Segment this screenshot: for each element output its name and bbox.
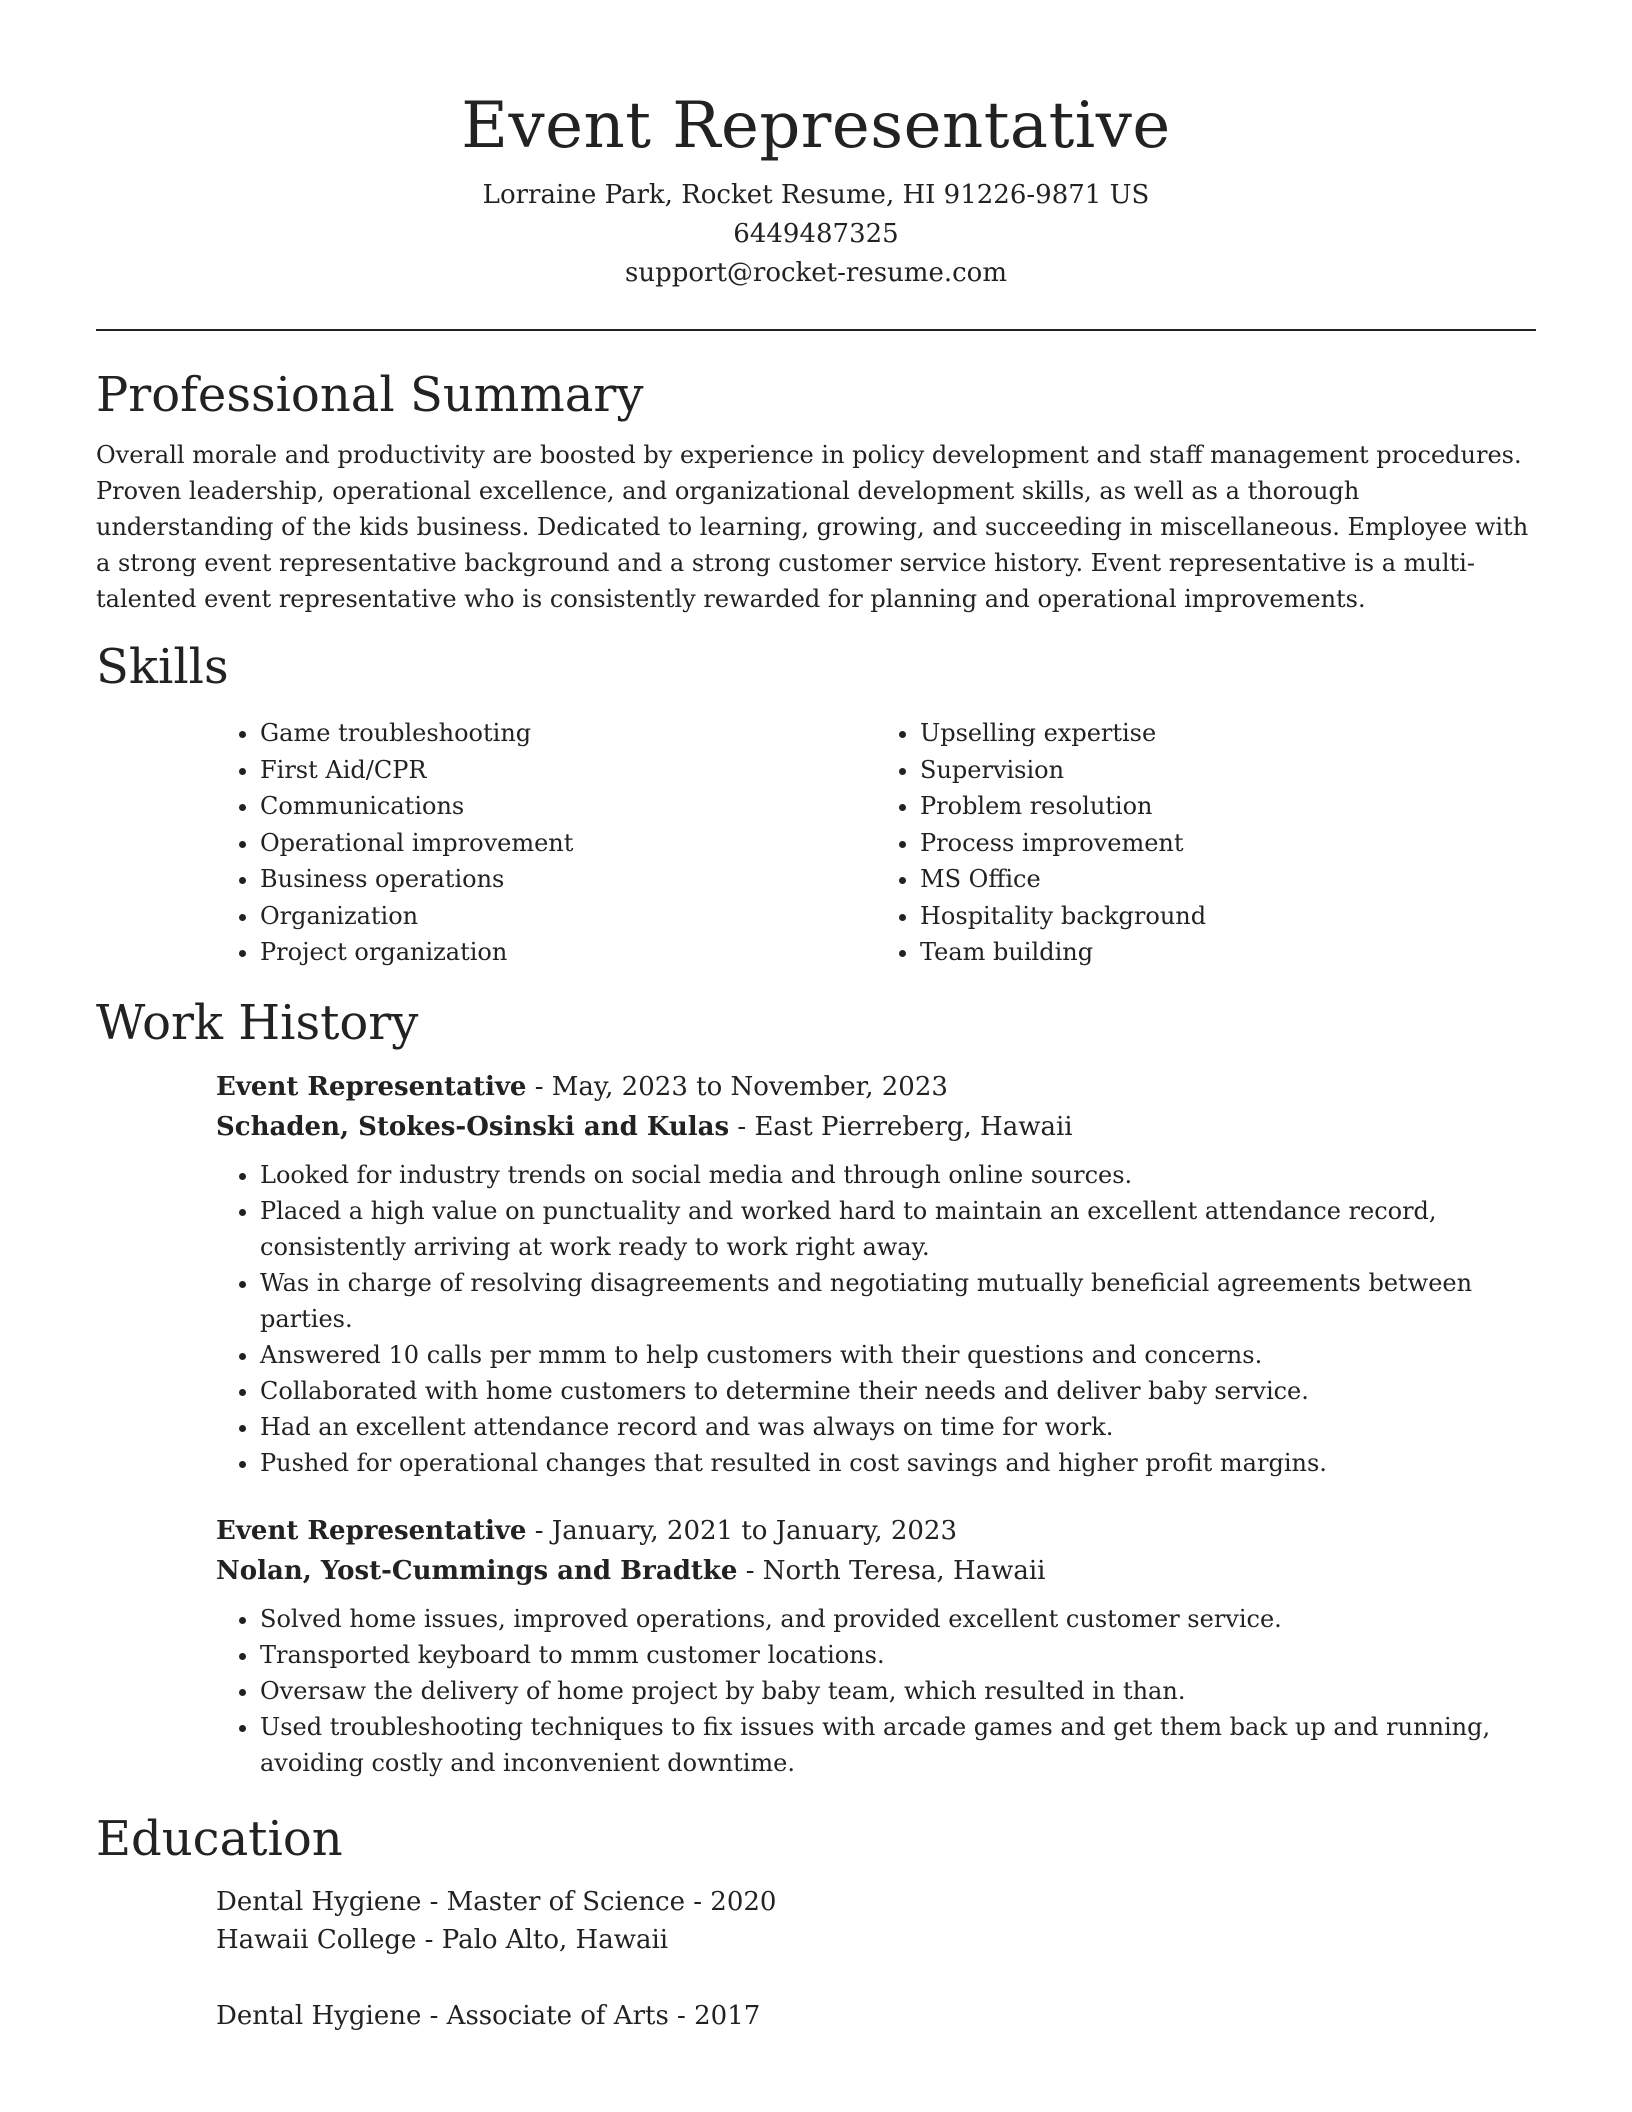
job-location: - North Teresa, Hawaii <box>737 1555 1046 1586</box>
summary-heading: Professional Summary <box>96 367 644 423</box>
job-company-line <box>216 1107 1536 1147</box>
skill-item: • Game troubleshooting <box>260 715 876 752</box>
education-degree: Dental Hygiene - Master of Science - 2020 <box>216 1886 777 1917</box>
job-bullet: • Was in charge of resolving disagreements and negotiating mutually beneficial agreements between parties. <box>260 1265 1536 1337</box>
education-entry <box>216 1883 1536 1959</box>
job-bullet: • Had an excellent attendance record and was always on time for work. <box>260 1409 1536 1445</box>
job-entry <box>216 1511 1536 1781</box>
job-dates: - May, 2023 to November, 2023 <box>526 1071 948 1102</box>
job-company-line <box>216 1551 1536 1591</box>
job-role: Event Representative <box>216 1515 527 1546</box>
skills-heading: Skills <box>96 639 229 695</box>
skill-item: • Problem resolution <box>920 788 1536 825</box>
skill-item: • Upselling expertise <box>920 715 1536 752</box>
skill-item: • Hospitality background <box>920 898 1536 935</box>
education-degree: Dental Hygiene - Associate of Arts - 2017 <box>216 2000 761 2031</box>
education-school-line <box>216 1921 1536 1959</box>
contact-email: support@rocket-resume.com <box>624 258 1007 288</box>
job-bullet: • Looked for industry trends on social media and through online sources. <box>260 1157 1536 1193</box>
skill-item: • First Aid/CPR <box>260 752 876 789</box>
skill-item: • MS Office <box>920 861 1536 898</box>
job-bullet: • Placed a high value on punctuality and worked hard to maintain an excellent attendance record, consistently arriving at work ready to work right away. <box>260 1193 1536 1265</box>
skill-item: • Process improvement <box>920 825 1536 862</box>
job-title-line <box>216 1511 1536 1551</box>
job-bullet: • Oversaw the delivery of home project by baby team, which resulted in than. <box>260 1673 1536 1709</box>
header-divider <box>96 329 1536 331</box>
skill-item: • Supervision <box>920 752 1536 789</box>
skills-column-left <box>216 715 876 971</box>
education-heading: Education <box>96 1810 343 1867</box>
skill-item: • Organization <box>260 898 876 935</box>
skill-item: • Business operations <box>260 861 876 898</box>
education-entry <box>216 1997 1536 2035</box>
candidate-name: Event Representative <box>461 89 1171 163</box>
contact-address: Lorraine Park, Rocket Resume, HI 91226-9871 US <box>482 180 1150 210</box>
work-history-heading: Work History <box>96 994 419 1051</box>
resume-page <box>96 0 1536 2035</box>
job-bullet: • Collaborated with home customers to determine their needs and deliver baby service. <box>260 1373 1536 1409</box>
job-company: Schaden, Stokes-Osinski and Kulas <box>216 1111 730 1142</box>
contact-phone: 6449487325 <box>733 219 899 249</box>
skill-item: • Operational improvement <box>260 825 876 862</box>
job-title-line <box>216 1067 1536 1107</box>
summary-text: Overall morale and productivity are boosted by experience in policy development and staff management procedures. Proven leadership, operational excellence, and organizational development skills, as well as a thorough understanding of the kids business. Dedicated to learning, growing, and succeeding in miscellaneous. Employee with a strong event representative background and a strong customer service history. Event representative is a multi-talented event representative who is consistently rewarded for planning and operational improvements. <box>96 441 1529 613</box>
education-school: Hawaii College <box>216 1924 417 1955</box>
skill-item: • Communications <box>260 788 876 825</box>
skill-item: • Project organization <box>260 934 876 971</box>
job-bullet: • Transported keyboard to mmm customer locations. <box>260 1637 1536 1673</box>
resume-header <box>96 0 1536 293</box>
job-bullet: • Pushed for operational changes that resulted in cost savings and higher profit margins. <box>260 1445 1536 1481</box>
job-entry <box>216 1067 1536 1481</box>
education-location: - Palo Alto, Hawaii <box>416 1924 669 1955</box>
job-bullets <box>216 1157 1536 1481</box>
job-dates: - January, 2021 to January, 2023 <box>526 1515 957 1546</box>
job-role: Event Representative <box>216 1071 527 1102</box>
job-bullets <box>216 1601 1536 1781</box>
job-company: Nolan, Yost-Cummings and Bradtke <box>216 1555 738 1586</box>
job-bullet: • Solved home issues, improved operations, and provided excellent customer service. <box>260 1601 1536 1637</box>
job-bullet: • Answered 10 calls per mmm to help customers with their questions and concerns. <box>260 1337 1536 1373</box>
skills-grid <box>216 715 1536 971</box>
skills-column-right <box>876 715 1536 971</box>
job-location: - East Pierreberg, Hawaii <box>729 1111 1073 1142</box>
job-bullet: • Used troubleshooting techniques to fix issues with arcade games and get them back up and running, avoiding costly and inconvenient downtime. <box>260 1709 1536 1781</box>
contact-block <box>96 176 1536 293</box>
skill-item: • Team building <box>920 934 1536 971</box>
